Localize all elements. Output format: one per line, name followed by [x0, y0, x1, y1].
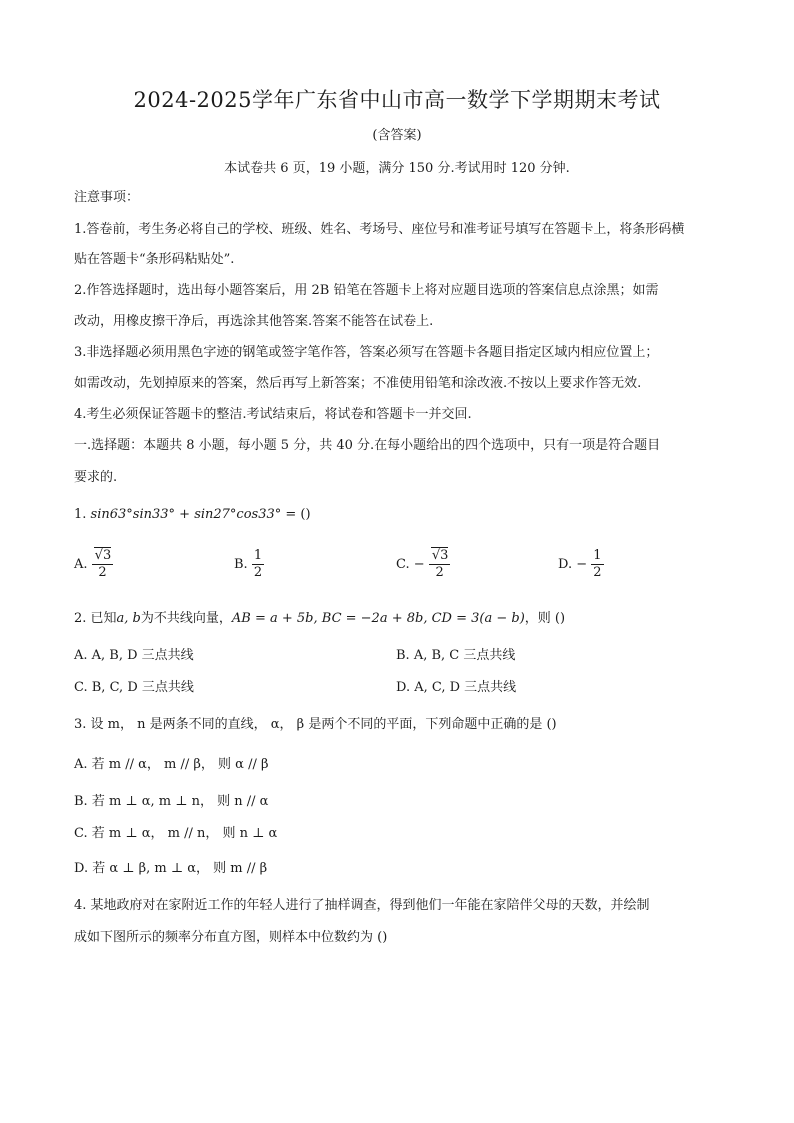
notes-heading: 注意事项： [74, 190, 140, 205]
q3-option-b: B. 若 m ⊥ α, m ⊥ n， 则 n // α [74, 794, 269, 809]
q2-option-a: A. A, B, D 三点共线 [74, 648, 194, 663]
note-line: 3.非选择题必须用黑色字迹的钢笔或签字笔作答，答案必须写在答题卡各题目指定区域内相应位置上； [74, 345, 659, 360]
q1-option-a: A. $\frac{√3}{2}$ [74, 548, 112, 580]
note-line: 4.考生必须保证答题卡的整洁.考试结束后，将试卷和答题卡一并交回. [74, 407, 472, 422]
fraction: $\frac{1}{2}$ [253, 548, 263, 580]
fraction: $\frac{1}{2}$ [593, 548, 602, 580]
q2-option-c: C. B, C, D 三点共线 [74, 680, 194, 695]
section-heading-cont: 要求的. [74, 470, 118, 485]
page-title: 2024-2025学年广东省中山市高一数学下学期期末考试 [133, 88, 661, 112]
fraction: $\frac{√3}{2}$ [429, 548, 451, 581]
question-3: 3. 设 m， n 是两条不同的直线， α， β 是两个不同的平面，下列命题中正确的是 () [74, 717, 557, 732]
fraction: $\frac{√3}{2}$ [92, 548, 114, 581]
vector-names: a, b [116, 611, 141, 626]
q1-option-c: C. − $\frac{√3}{2}$ [396, 548, 449, 580]
q1-option-b: B. $\frac{1}{2}$ [234, 548, 263, 580]
q3-option-a: A. 若 m // α， m // β， 则 α // β [74, 757, 269, 772]
question-1 [74, 507, 311, 522]
answer-paren: () [300, 507, 311, 522]
q2-option-b: B. A, B, C 三点共线 [396, 648, 516, 663]
page-subtitle: (含答案) [372, 128, 422, 143]
note-line: 贴在答题卡“条形码粘贴处”. [74, 252, 235, 267]
q2-option-d: D. A, C, D 三点共线 [396, 680, 517, 695]
q3-option-d: D. 若 α ⊥ β, m ⊥ α， 则 m // β [74, 861, 268, 876]
q1-option-d: D. − $\frac{1}{2}$ [558, 548, 602, 580]
vector-equations: AB = a + 5b, BC = −2a + 8b, CD = 3(a − b) [231, 611, 525, 626]
note-line: 1.答卷前，考生务必将自己的学校、班级、姓名、考场号、座位号和准考证号填写在答题卡上，将条形码横 [74, 222, 685, 237]
question-2: 2. 已知a, b为不共线向量，AB = a + 5b, BC = −2a + 8b, CD = 3(a − b)，则 () [74, 611, 566, 626]
section-heading: 一.选择题：本题共 8 小题，每小题 5 分，共 40 分.在每小题给出的四个选项中，只有一项是符合题目 [74, 438, 661, 453]
question-4: 4. 某地政府对在家附近工作的年轻人进行了抽样调查，得到他们一年能在家陪伴父母的天数，并绘制 [74, 898, 650, 913]
question-number: 1. [74, 507, 87, 522]
exam-info: 本试卷共 6 页，19 小题，满分 150 分.考试用时 120 分钟. [224, 161, 570, 176]
note-line: 如需改动，先划掉原来的答案，然后再写上新答案；不准使用铅笔和涂改液.不按以上要求作答无效. [74, 376, 642, 391]
note-line: 改动，用橡皮擦干净后，再选涂其他答案.答案不能答在试卷上. [74, 314, 434, 329]
note-line: 2.作答选择题时，选出每小题答案后，用 2B 铅笔在答题卡上将对应题目选项的答案信息点涂黑；如需 [74, 283, 659, 298]
question-expression: sin63°sin33° + sin27°cos33° = [90, 507, 297, 522]
question-4-cont: 成如下图所示的频率分布直方图，则样本中位数约为 () [74, 930, 388, 945]
q3-option-c: C. 若 m ⊥ α， m // n， 则 n ⊥ α [74, 826, 278, 841]
